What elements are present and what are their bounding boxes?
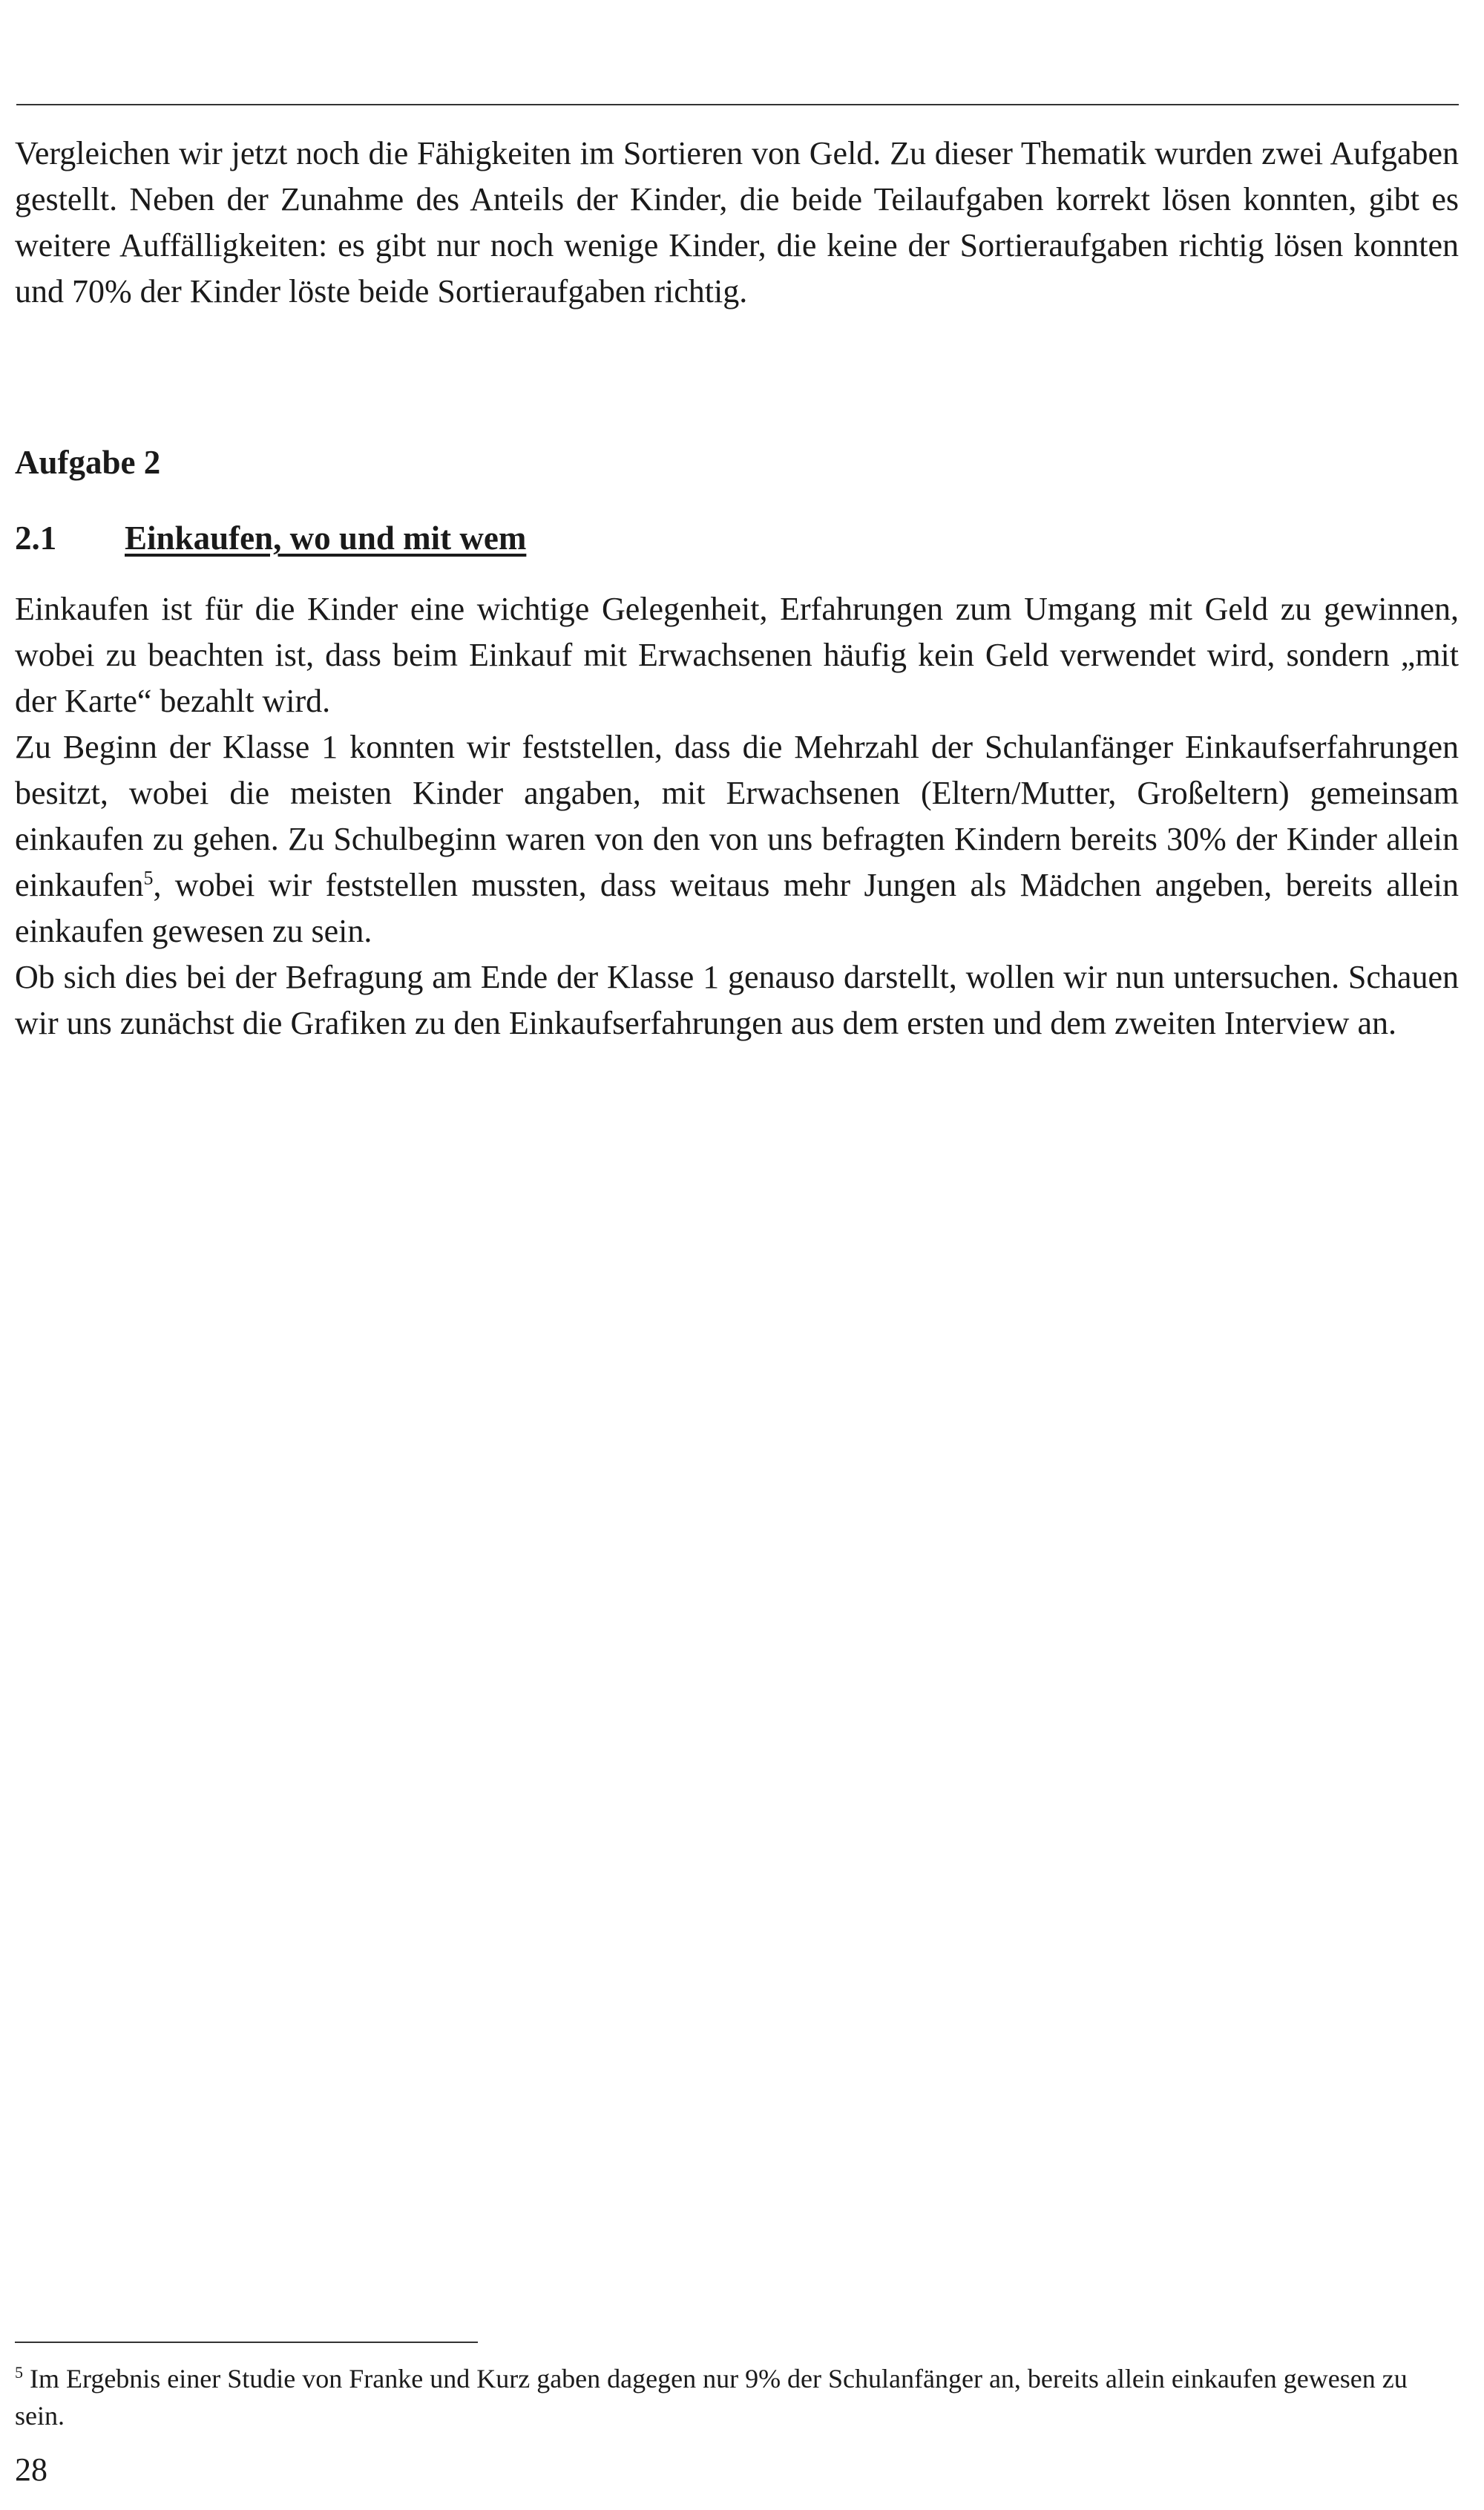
footnote-reference[interactable]: 5 [143,867,154,889]
footnote-mark: 5 [15,2363,23,2382]
intro-paragraph: Vergleichen wir jetzt noch die Fähigkeiten im Sortieren von Geld. Zu dieser Thematik wurden zwei Aufgaben gestellt. Neben der Zunahme des Anteils der Kinder, die beide Teilaufgaben korrekt lösen konnten, gibt es weitere Auffälligkeiten: es gibt nur noch wenige Kinder, die keine der Sortieraufgaben richtig lösen konnten und 70% der Kinder löste beide Sortieraufgaben richtig. [15,135,1459,309]
footnote-text: Im Ergebnis einer Studie von Franke und Kurz gaben dagegen nur 9% der Schulanfänger an, bereits allein einkaufen gewesen zu sein. [15,2364,1408,2431]
body-paragraph-3: Ob sich dies bei der Befragung am Ende der Klasse 1 genauso darstellt, wollen wir nun untersuchen. Schauen wir uns zunächst die Grafiken zu den Einkaufserfahrungen aus dem ersten und dem zweiten Interview an. [15,959,1459,1041]
body-paragraph-1: Einkaufen ist für die Kinder eine wichtige Gelegenheit, Erfahrungen zum Umgang mit Geld zu gewinnen, wobei zu beachten ist, dass beim Einkauf mit Erwachsenen häufig kein Geld verwendet wird, sondern „mit der Karte“ bezahlt wird. [15,591,1459,719]
section-heading [15,515,526,561]
footnote [15,2360,1459,2434]
page-number: 28 [15,2451,47,2488]
footnote-rule [15,2342,478,2343]
body-paragraph-2 [15,724,1459,954]
header-rule [16,104,1459,105]
section-body [15,586,1459,1046]
body-paragraph-2-text-a: Zu Beginn der Klasse 1 konnten wir feststellen, dass die Mehrzahl der Schulanfänger Einkaufserfahrungen besitzt, wobei die meisten Kinder angaben, mit Erwachsenen (Eltern/Mutter, Großeltern) gemeinsam einkaufen zu gehen. Zu Schulbeginn waren von den von uns befragten Kindern bereits 30% der Kinder allein einkaufen [15,729,1459,903]
section-number: 2.1 [15,520,57,557]
section-title: Einkaufen, wo und mit wem [125,520,527,557]
body-paragraph-2-text-b: , wobei wir feststellen mussten, dass weitaus mehr Jungen als Mädchen angeben, bereits allein einkaufen gewesen zu sein. [15,867,1459,949]
task-heading: Aufgabe 2 [15,444,161,481]
